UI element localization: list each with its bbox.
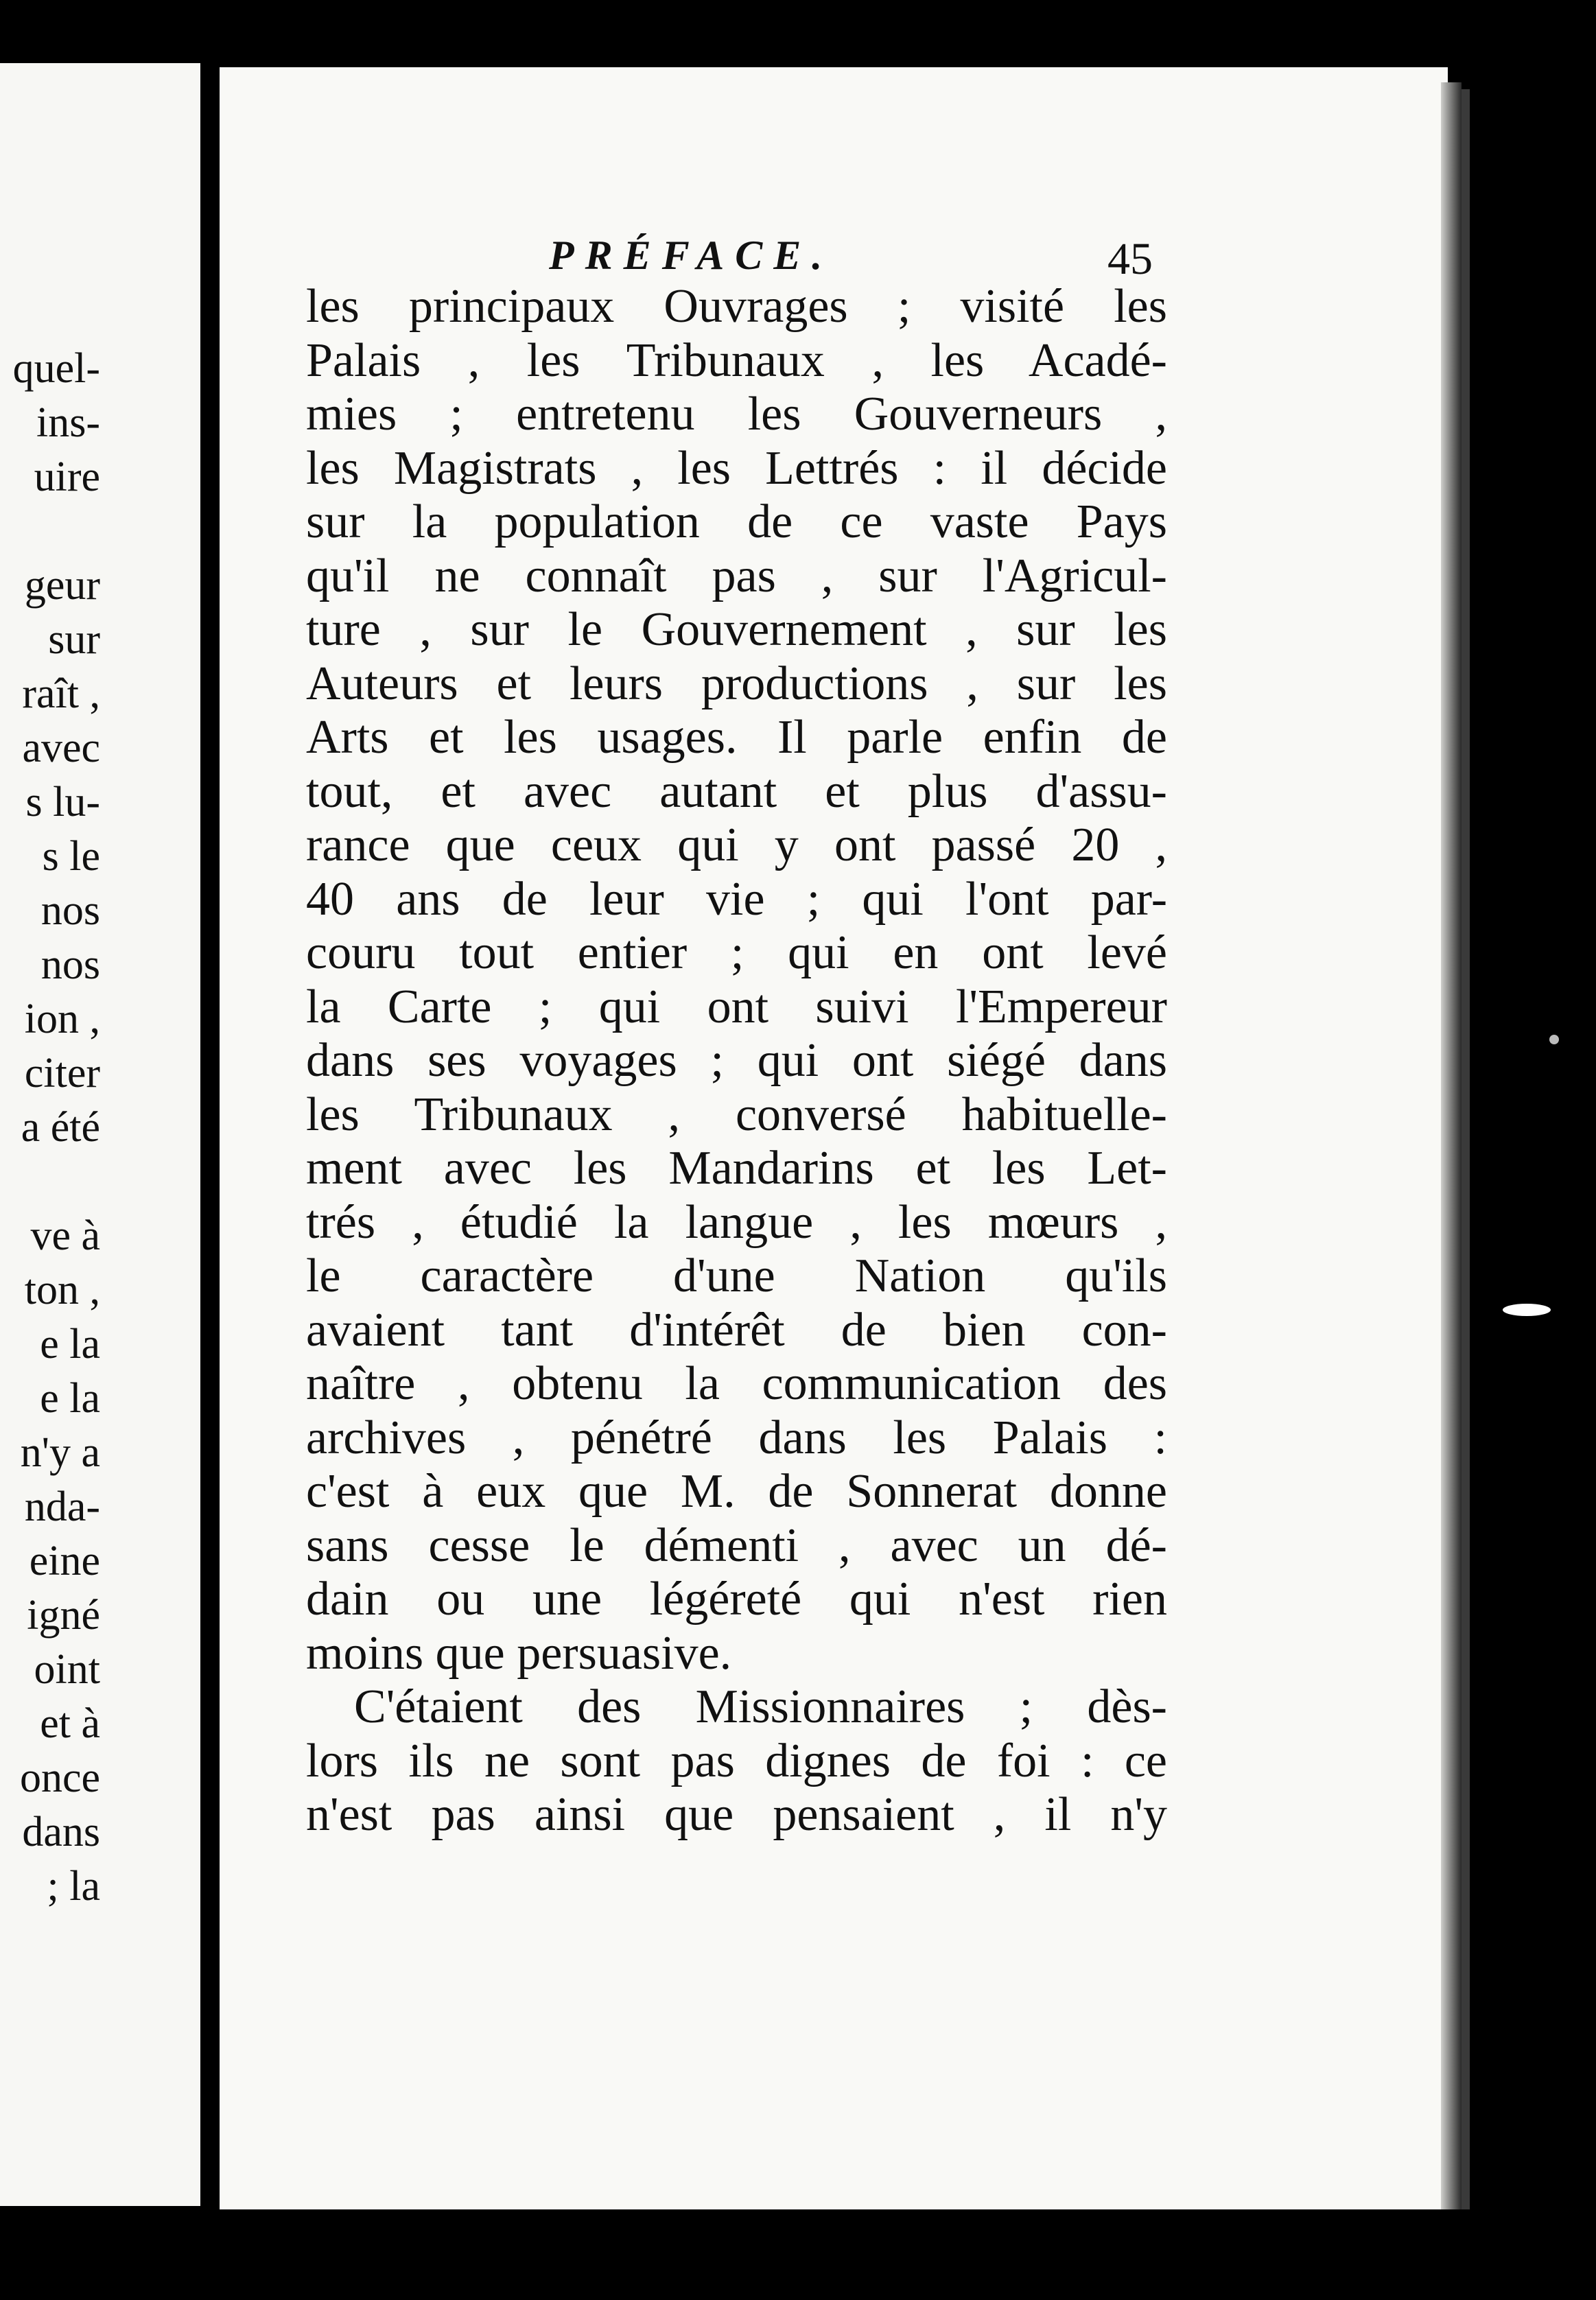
text-line: couru tout entier ; qui en ont levé [306,926,1167,979]
left-page-line: citer [24,1050,100,1096]
left-page-line: n'y a [20,1429,100,1476]
text-line: naître , obtenu la communication des [306,1357,1167,1410]
left-page-line: et à [40,1700,100,1747]
text-line: dans ses voyages ; qui ont siégé dans [306,1034,1167,1087]
text-line: les Tribunaux , conversé habituelle- [306,1088,1167,1141]
left-page-line: ve à [30,1212,100,1259]
text-line: Arts et les usages. Il parle enfin de [306,711,1167,764]
text-line: rance que ceux qui y ont passé 20 , [306,819,1167,871]
text-line: sans cesse le démenti , avec un dé- [306,1518,1167,1572]
left-page-line: sur [48,616,100,663]
text-line: ture , sur le Gouvernement , sur les [306,603,1167,656]
left-page-line: eine [29,1538,100,1584]
left-page-line: raît , [22,670,100,717]
text-line: tout, et avec autant et plus d'assu- [306,764,1167,818]
text-line: la Carte ; qui ont suivi l'Empereur [306,980,1167,1033]
text-line: avaient tant d'intérêt de bien con- [306,1303,1167,1357]
text-line: 40 ans de leur vie ; qui l'ont par- [306,872,1167,926]
text-line: Palais , les Tribunaux , les Acadé- [306,333,1167,387]
left-page-line: nos [40,941,100,988]
left-page-line: a été [21,1104,100,1151]
text-line: le caractère d'une Nation qu'ils [306,1249,1167,1302]
body-text [306,280,1167,1842]
paper-speck [1503,1304,1551,1316]
left-page-line: dans [22,1809,100,1855]
text-line: ment avec les Mandarins et les Let- [306,1142,1167,1195]
left-page-line: once [19,1755,100,1801]
text-line: n'est pas ainsi que pensaient , il n'y [306,1788,1167,1841]
left-page-line: e la [40,1321,100,1368]
book-gutter [200,63,220,2206]
running-head: PRÉFACE. [549,233,834,278]
left-page-line: avec [22,725,100,771]
page-edge [1441,82,1462,2209]
left-page-line: geur [24,562,100,609]
page-edge-shadow [1462,89,1470,2209]
left-page-line: nda- [24,1483,100,1530]
text-line: Auteurs et leurs productions , sur les [306,657,1167,710]
left-page-line [0,1155,100,1209]
left-page-line: ins- [36,399,100,446]
left-page-line: oint [34,1646,100,1693]
text-line: trés , étudié la langue , les mœurs , [306,1195,1167,1249]
text-line: les principaux Ouvrages ; visité les [306,280,1167,333]
left-page-line: uire [34,454,100,500]
left-page-text-column [0,342,100,1914]
left-page-line: s lu- [25,779,100,825]
left-page-line: ion , [24,996,100,1042]
text-line: lors ils ne sont pas dignes de foi : ce [306,1734,1167,1787]
text-line: C'étaient des Missionnaires ; dès- [354,1680,1167,1733]
left-page-line: ton , [24,1267,100,1313]
left-page-line: ; la [47,1863,100,1910]
text-line: mies ; entretenu les Gouverneurs , [306,388,1167,441]
left-page-line [0,504,100,559]
text-line: qu'il ne connaît pas , sur l'Agricul- [306,549,1167,602]
text-line: les Magistrats , les Lettrés : il décide [306,441,1167,495]
paper-speck [1549,1035,1559,1044]
left-page-line: e la [40,1375,100,1422]
page-number: 45 [1107,234,1153,284]
text-line: moins que persuasive. [306,1626,732,1680]
left-page-line: igné [27,1592,100,1639]
left-page-line: quel- [12,345,100,392]
text-line: dain ou une légéreté qui n'est rien [306,1573,1167,1626]
text-line: sur la population de ce vaste Pays [306,495,1167,548]
text-line: c'est à eux que M. de Sonnerat donne [306,1465,1167,1518]
left-page-line: s le [42,833,100,880]
text-line: archives , pénétré dans les Palais : [306,1411,1167,1464]
left-page-line: nos [40,887,100,934]
left-page-fragment [0,63,200,2206]
